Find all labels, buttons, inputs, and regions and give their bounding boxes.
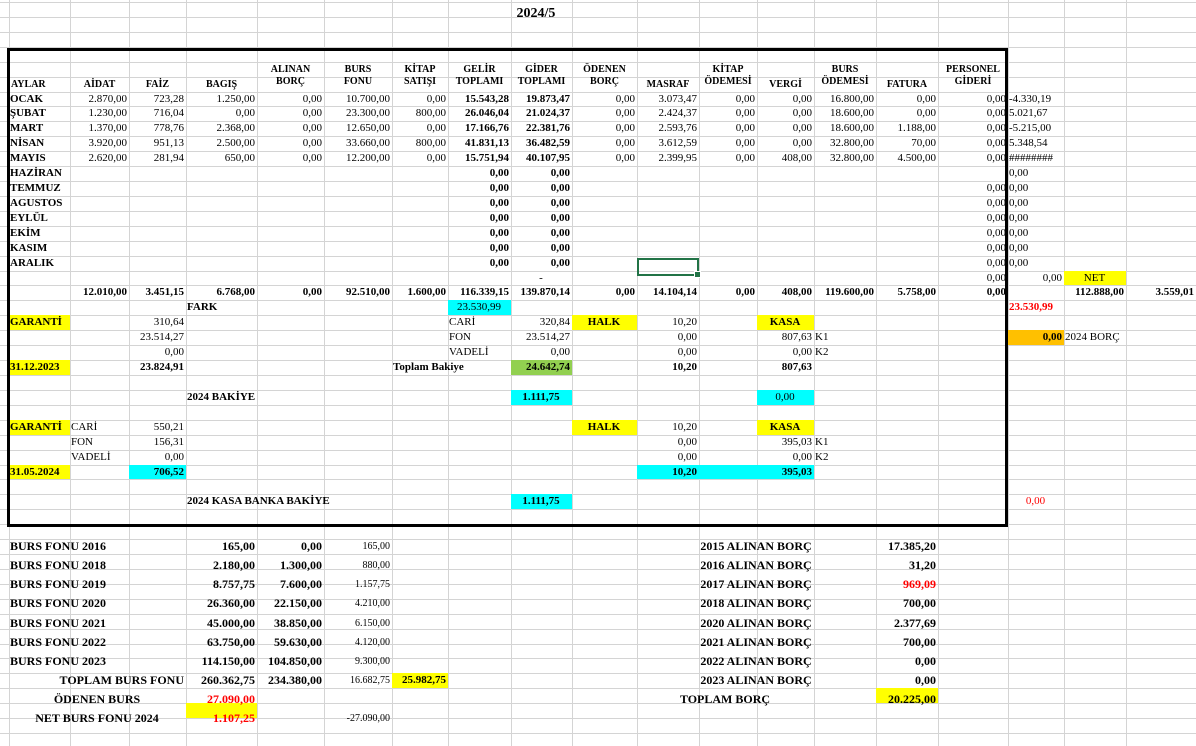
column-header-aylar[interactable] xyxy=(11,79,72,91)
month-value[interactable]: 0,00 xyxy=(792,122,812,134)
month-value[interactable]: 2.593,76 xyxy=(658,122,697,134)
alinan-borc-label[interactable]: 2015 ALINAN BORÇ xyxy=(700,539,812,553)
halk-may-value[interactable]: 0,00 xyxy=(677,436,697,448)
month-value[interactable]: 0,00 xyxy=(489,242,509,254)
month-value[interactable]: 23.300,00 xyxy=(346,107,390,119)
alinan-borc-label[interactable]: 2023 ALINAN BORÇ xyxy=(700,673,812,687)
month-value[interactable]: 32.800,00 xyxy=(830,137,874,149)
header-line: TOPLAMI xyxy=(517,76,566,87)
header-line: ALINAN xyxy=(270,64,311,75)
column-header-alinan_borc[interactable] xyxy=(257,64,324,88)
month-value[interactable]: 2.870,00 xyxy=(88,93,127,105)
toplam-bakiye-value[interactable]: 24.642,74 xyxy=(526,361,570,373)
halk-value[interactable]: 0,00 xyxy=(677,331,697,343)
alinan-borc-label[interactable]: 2016 ALINAN BORÇ xyxy=(700,558,812,572)
month-value[interactable]: 0,00 xyxy=(735,107,755,119)
month-value[interactable]: 70,00 xyxy=(911,137,936,149)
header-line: GİDERİ xyxy=(954,76,992,87)
month-value[interactable]: 650,00 xyxy=(224,152,255,164)
month-value[interactable]: 0,00 xyxy=(550,257,570,269)
blank-dash[interactable]: - xyxy=(539,272,543,284)
header-line: FATURA xyxy=(886,79,928,90)
month-value[interactable]: 0,00 xyxy=(489,182,509,194)
burs-fonu-b[interactable]: 0,00 xyxy=(301,539,322,553)
burs-fonu-a[interactable]: 45.000,00 xyxy=(207,616,255,630)
total-value[interactable]: 3.451,15 xyxy=(145,286,184,298)
month-value[interactable]: 0,00 xyxy=(986,93,1006,105)
month-value[interactable]: 0,00 xyxy=(426,152,446,164)
month-value[interactable]: 0,00 xyxy=(986,182,1006,194)
alinan-borc-label[interactable]: 2021 ALINAN BORÇ xyxy=(700,635,812,649)
total-value[interactable]: 0,00 xyxy=(615,286,635,298)
month-name[interactable]: EYLÜL xyxy=(10,212,48,224)
halk-may-value[interactable]: 0,00 xyxy=(677,451,697,463)
total-value[interactable]: 92.510,00 xyxy=(346,286,390,298)
date-may[interactable]: 31.05.2024 xyxy=(10,466,60,478)
alinan-borc-label[interactable]: 2018 ALINAN BORÇ xyxy=(700,596,812,610)
alinan-borc-value[interactable]: 0,00 xyxy=(915,654,936,668)
total-value[interactable]: 1.600,00 xyxy=(407,286,446,298)
net-burs-label[interactable]: NET BURS FONU 2024 xyxy=(35,711,159,725)
alinan-borc-value[interactable]: 700,00 xyxy=(903,635,936,649)
month-value[interactable]: 2.500,00 xyxy=(216,137,255,149)
toplam-burs-d[interactable]: 25.982,75 xyxy=(402,674,446,686)
total-value[interactable]: 0,00 xyxy=(302,286,322,298)
borc-2024-value[interactable]: 0,00 xyxy=(1042,331,1062,343)
column-header-gider_toplami[interactable] xyxy=(511,64,572,88)
toplam-burs-a[interactable]: 260.362,75 xyxy=(201,673,255,687)
month-net[interactable]: 0,00 xyxy=(1009,197,1029,209)
burs-fonu-a[interactable]: 165,00 xyxy=(222,539,255,553)
halk-label[interactable]: HALK xyxy=(587,316,621,328)
month-value[interactable]: 0,00 xyxy=(489,197,509,209)
burs-fonu-b[interactable]: 38.850,00 xyxy=(274,616,322,630)
month-value[interactable]: 0,00 xyxy=(302,93,322,105)
sheet-title[interactable]: 2024/5 xyxy=(516,6,556,21)
month-value[interactable]: 0,00 xyxy=(986,107,1006,119)
kasa-label[interactable]: KASA xyxy=(769,316,801,328)
header-line: BORÇ xyxy=(590,76,619,87)
month-value[interactable]: 0,00 xyxy=(615,93,635,105)
fark-red-value[interactable]: 23.530,99 xyxy=(1009,301,1053,313)
column-header-fatura[interactable] xyxy=(876,79,938,91)
kasa-banka-red-value[interactable]: 0,00 xyxy=(1025,495,1046,507)
header-line: BAGIŞ xyxy=(205,79,238,90)
header-line: PERSONEL xyxy=(946,64,1000,75)
month-net[interactable]: 0,00 xyxy=(1009,212,1029,224)
fark-value[interactable]: 23.530,99 xyxy=(457,301,501,313)
month-value[interactable]: 0,00 xyxy=(986,137,1006,149)
month-value[interactable]: 0,00 xyxy=(615,122,635,134)
burs-fonu-label[interactable]: BURS FONU 2022 xyxy=(10,635,107,649)
personel-zero[interactable]: 0,00 xyxy=(986,272,1006,284)
garanti-may-label[interactable]: GARANTİ xyxy=(10,421,62,433)
month-value[interactable]: 3.612,59 xyxy=(658,137,697,149)
month-value[interactable]: 0,00 xyxy=(735,93,755,105)
month-value[interactable]: 0,00 xyxy=(550,242,570,254)
fill-handle[interactable] xyxy=(694,271,701,278)
net-burs-value[interactable]: 1.107,25 xyxy=(213,711,255,725)
month-value[interactable]: 2.399,95 xyxy=(658,152,697,164)
month-net[interactable]: 0,00 xyxy=(1009,182,1029,194)
month-value[interactable]: 2.368,00 xyxy=(216,122,255,134)
month-value[interactable]: 281,94 xyxy=(153,152,184,164)
month-value[interactable]: 36.482,59 xyxy=(526,137,570,149)
month-value[interactable]: 12.650,00 xyxy=(346,122,390,134)
net-label[interactable]: NET xyxy=(1083,272,1106,284)
burs-fonu-c[interactable]: 1.157,75 xyxy=(355,579,390,590)
month-value[interactable]: 0,00 xyxy=(986,197,1006,209)
month-value[interactable]: 0,00 xyxy=(550,167,570,179)
month-value[interactable]: 33.660,00 xyxy=(346,137,390,149)
header-line: BURS xyxy=(831,64,859,75)
k1-may-label[interactable]: K1 xyxy=(815,436,829,448)
month-value[interactable]: 0,00 xyxy=(302,107,322,119)
kasa-may-value[interactable]: 0,00 xyxy=(792,451,812,463)
month-net[interactable]: 5.348,54 xyxy=(1009,137,1048,149)
kasa-total[interactable]: 807,63 xyxy=(781,361,812,373)
month-value[interactable]: 0,00 xyxy=(489,167,509,179)
burs-fonu-a[interactable]: 114.150,00 xyxy=(201,654,255,668)
month-value[interactable]: 0,00 xyxy=(792,137,812,149)
header-line: AİDAT xyxy=(83,79,116,90)
month-value[interactable]: 18.600,00 xyxy=(830,122,874,134)
kasa-banka-label[interactable]: 2024 KASA BANKA BAKİYE xyxy=(187,495,330,507)
selected-cell[interactable] xyxy=(637,258,699,276)
burs-fonu-c[interactable]: 880,00 xyxy=(362,560,390,571)
month-value[interactable]: 0,00 xyxy=(550,227,570,239)
borc-2024-label[interactable]: 2024 BORÇ xyxy=(1065,331,1120,343)
burs-fonu-c[interactable]: 6.150,00 xyxy=(355,618,390,629)
header-line: FONU xyxy=(343,76,373,87)
month-name[interactable]: AGUSTOS xyxy=(10,197,63,209)
month-value[interactable]: 3.073,47 xyxy=(658,93,697,105)
month-value[interactable]: 0,00 xyxy=(792,93,812,105)
total-value[interactable]: 408,00 xyxy=(781,286,812,298)
month-value[interactable]: 19.873,47 xyxy=(526,93,570,105)
burs-fonu-c[interactable]: 4.210,00 xyxy=(355,598,390,609)
burs-fonu-label[interactable]: BURS FONU 2020 xyxy=(10,596,107,610)
toplam-burs-c[interactable]: 16.682,75 xyxy=(350,675,390,686)
month-name[interactable]: TEMMUZ xyxy=(10,182,61,194)
column-header-kitap_odemesi[interactable] xyxy=(699,64,757,88)
alinan-borc-value[interactable]: 2.377,69 xyxy=(894,616,936,630)
month-net[interactable]: 0,00 xyxy=(1009,242,1029,254)
month-value[interactable]: 4.500,00 xyxy=(897,152,936,164)
fon-value[interactable]: 23.514,27 xyxy=(526,331,570,343)
column-header-personel_gideri[interactable] xyxy=(938,64,1008,88)
cari-label[interactable]: CARİ xyxy=(449,316,476,328)
total-value[interactable]: 139.870,14 xyxy=(520,286,570,298)
month-value[interactable]: 0,00 xyxy=(735,122,755,134)
month-value[interactable]: 0,00 xyxy=(550,197,570,209)
month-value[interactable]: 0,00 xyxy=(302,137,322,149)
month-value[interactable]: 16.800,00 xyxy=(830,93,874,105)
month-value[interactable]: 0,00 xyxy=(302,122,322,134)
fon-may-value[interactable]: 156,31 xyxy=(153,436,184,448)
burs-fonu-label[interactable]: BURS FONU 2016 xyxy=(10,539,107,553)
alinan-borc-value[interactable]: 17.385,20 xyxy=(888,539,936,553)
alinan-borc-label[interactable]: 2020 ALINAN BORÇ xyxy=(700,616,812,630)
net-difference[interactable]: 3.559,01 xyxy=(1155,286,1194,298)
month-name[interactable]: NİSAN xyxy=(10,137,45,149)
column-header-gelir_toplami[interactable] xyxy=(448,64,511,88)
total-value[interactable]: 6.768,00 xyxy=(216,286,255,298)
header-line: BURS xyxy=(344,64,372,75)
total-value[interactable]: 14.104,14 xyxy=(653,286,697,298)
month-value[interactable]: 10.700,00 xyxy=(346,93,390,105)
month-value[interactable]: 41.831,13 xyxy=(465,137,509,149)
burs-fonu-c[interactable]: 9.300,00 xyxy=(355,656,390,667)
month-value[interactable]: 0,00 xyxy=(550,182,570,194)
total-value[interactable]: 5.758,00 xyxy=(897,286,936,298)
month-value[interactable]: 0,00 xyxy=(426,122,446,134)
burs-fonu-a[interactable]: 2.180,00 xyxy=(213,558,255,572)
month-net[interactable]: 0,00 xyxy=(1009,167,1029,179)
month-net[interactable]: -5.215,00 xyxy=(1009,122,1052,134)
net-zero[interactable]: 0,00 xyxy=(1042,272,1062,284)
header-line: MASRAF xyxy=(646,79,690,90)
alinan-borc-value[interactable]: 31,20 xyxy=(909,558,936,572)
burs-fonu-a[interactable]: 63.750,00 xyxy=(207,635,255,649)
total-value[interactable]: 0,00 xyxy=(986,286,1006,298)
burs-fonu-b[interactable]: 104.850,00 xyxy=(268,654,322,668)
kasa-may-total[interactable]: 395,03 xyxy=(781,466,812,478)
halk-total[interactable]: 10,20 xyxy=(672,361,697,373)
header-line: GELİR xyxy=(463,64,496,75)
k1-label[interactable]: K1 xyxy=(815,331,829,343)
net-burs-c[interactable]: -27.090,00 xyxy=(346,713,390,724)
month-value[interactable]: 2.620,00 xyxy=(88,152,127,164)
header-line: ÖDEMESİ xyxy=(821,76,869,87)
burs-fonu-b[interactable]: 1.300,00 xyxy=(280,558,322,572)
header-line: ÖDEMESİ xyxy=(704,76,752,87)
header-line: AYLAR xyxy=(11,79,46,90)
garanti-may-total[interactable]: 706,52 xyxy=(153,466,184,478)
burs-fonu-label[interactable]: BURS FONU 2018 xyxy=(10,558,107,572)
header-line: VERGİ xyxy=(769,79,802,90)
net-total[interactable]: 112.888,00 xyxy=(1075,286,1124,298)
month-value[interactable]: 3.920,00 xyxy=(88,137,127,149)
month-value[interactable]: 0,00 xyxy=(792,107,812,119)
month-net[interactable]: -4.330,19 xyxy=(1009,93,1052,105)
header-line: GİDER xyxy=(525,64,558,75)
date-2023[interactable]: 31.12.2023 xyxy=(10,361,60,373)
month-value[interactable]: 0,00 xyxy=(550,212,570,224)
kasa-may-value[interactable]: 395,03 xyxy=(781,436,812,448)
month-value[interactable]: 0,00 xyxy=(735,152,755,164)
month-value[interactable]: 408,00 xyxy=(781,152,812,164)
kasa-may-label[interactable]: KASA xyxy=(769,421,801,433)
column-header-odenen_borc[interactable] xyxy=(572,64,637,88)
month-net[interactable]: 5.021,67 xyxy=(1009,107,1048,119)
month-value[interactable]: 1.188,00 xyxy=(897,122,936,134)
column-header-burs_odemesi[interactable] xyxy=(814,64,876,88)
burs-fonu-b[interactable]: 22.150,00 xyxy=(274,596,322,610)
month-value[interactable]: 0,00 xyxy=(986,212,1006,224)
month-value[interactable]: 0,00 xyxy=(302,152,322,164)
month-name[interactable]: MART xyxy=(10,122,44,134)
column-header-masraf[interactable] xyxy=(637,79,699,91)
total-value[interactable]: 116.339,15 xyxy=(460,286,509,298)
month-name[interactable]: EKİM xyxy=(10,227,41,239)
column-header-vergi[interactable] xyxy=(757,79,814,91)
bakiye-2024-value[interactable]: 1.111,75 xyxy=(522,391,560,403)
month-value[interactable]: 723,28 xyxy=(153,93,184,105)
month-value[interactable]: 15.751,94 xyxy=(465,152,509,164)
month-value[interactable]: 800,00 xyxy=(415,137,446,149)
burs-fonu-label[interactable]: BURS FONU 2019 xyxy=(10,577,107,591)
odenen-burs-label[interactable]: ÖDENEN BURS xyxy=(53,692,141,706)
month-value[interactable]: 0,00 xyxy=(235,107,255,119)
header-line: SATIŞI xyxy=(403,76,437,87)
header-line: FAİZ xyxy=(145,79,170,90)
kasa-2024-value[interactable]: 0,00 xyxy=(775,391,795,403)
header-line: KİTAP xyxy=(404,64,436,75)
month-value[interactable]: 0,00 xyxy=(986,122,1006,134)
month-value[interactable]: 0,00 xyxy=(735,137,755,149)
vadeli-label[interactable]: VADELİ xyxy=(449,346,489,358)
month-value[interactable]: 0,00 xyxy=(489,227,509,239)
total-value[interactable]: 12.010,00 xyxy=(83,286,127,298)
halk-value[interactable]: 10,20 xyxy=(672,316,697,328)
month-name[interactable]: ARALIK xyxy=(10,257,55,269)
kasa-value[interactable]: 807,63 xyxy=(781,331,812,343)
month-value[interactable]: 0,00 xyxy=(986,152,1006,164)
halk-value[interactable]: 0,00 xyxy=(677,346,697,358)
column-header-aidat[interactable] xyxy=(70,79,129,91)
alinan-borc-label[interactable]: 2022 ALINAN BORÇ xyxy=(700,654,812,668)
cari-value[interactable]: 320,84 xyxy=(539,316,570,328)
garanti-value[interactable]: 310,64 xyxy=(153,316,184,328)
month-value[interactable]: 0,00 xyxy=(986,257,1006,269)
toplam-borc-label[interactable]: TOPLAM BORÇ xyxy=(679,692,771,706)
month-name[interactable]: KASIM xyxy=(10,242,48,254)
burs-fonu-label[interactable]: BURS FONU 2023 xyxy=(10,654,107,668)
kasa-banka-value[interactable]: 1.111,75 xyxy=(522,495,560,507)
vadeli-may-value[interactable]: 0,00 xyxy=(164,451,184,463)
column-header-kitap_satisi[interactable] xyxy=(392,64,448,88)
burs-fonu-c[interactable]: 165,00 xyxy=(362,541,390,552)
month-net[interactable]: 0,00 xyxy=(1009,227,1029,239)
kasa-value[interactable]: 0,00 xyxy=(792,346,812,358)
month-value[interactable]: 716,04 xyxy=(153,107,184,119)
month-value[interactable]: 1.230,00 xyxy=(88,107,127,119)
burs-fonu-b[interactable]: 59.630,00 xyxy=(274,635,322,649)
month-value[interactable]: 0,00 xyxy=(426,93,446,105)
alinan-borc-label[interactable]: 2017 ALINAN BORÇ xyxy=(700,577,812,591)
month-value[interactable]: 0,00 xyxy=(986,227,1006,239)
halk-may-value[interactable]: 10,20 xyxy=(672,421,697,433)
month-value[interactable]: 15.543,28 xyxy=(465,93,509,105)
month-value[interactable]: 26.046,04 xyxy=(465,107,509,119)
vadeli-value[interactable]: 0,00 xyxy=(550,346,570,358)
month-name[interactable]: HAZİRAN xyxy=(10,167,62,179)
month-value[interactable]: 951,13 xyxy=(153,137,184,149)
month-value[interactable]: 32.800,00 xyxy=(830,152,874,164)
month-value[interactable]: 0,00 xyxy=(615,152,635,164)
column-header-faiz[interactable] xyxy=(129,79,186,91)
toplam-burs-label[interactable]: TOPLAM BURS FONU xyxy=(59,673,184,687)
month-value[interactable]: 0,00 xyxy=(489,212,509,224)
header-line: BORÇ xyxy=(276,76,305,87)
k2-may-label[interactable]: K2 xyxy=(815,451,829,463)
month-value[interactable]: 40.107,95 xyxy=(526,152,570,164)
month-name[interactable]: OCAK xyxy=(10,93,43,105)
burs-fonu-c[interactable]: 4.120,00 xyxy=(355,637,390,648)
header-line: KİTAP xyxy=(712,64,744,75)
garanti-total[interactable]: 23.824,91 xyxy=(140,361,184,373)
month-net[interactable]: ######## xyxy=(1009,152,1053,164)
cari-may-value[interactable]: 550,21 xyxy=(153,421,184,433)
alinan-borc-value[interactable]: 700,00 xyxy=(903,596,936,610)
month-value[interactable]: 800,00 xyxy=(415,107,446,119)
month-net[interactable]: 0,00 xyxy=(1009,257,1029,269)
column-header-burs_fonu[interactable] xyxy=(324,64,392,88)
toplam-bakiye-label[interactable]: Toplam Bakiye xyxy=(393,361,464,373)
month-value[interactable]: 778,76 xyxy=(153,122,184,134)
month-value[interactable]: 22.381,76 xyxy=(526,122,570,134)
garanti-value[interactable]: 23.514,27 xyxy=(140,331,184,343)
month-value[interactable]: 1.370,00 xyxy=(88,122,127,134)
month-name[interactable]: ŞUBAT xyxy=(10,107,46,119)
month-value[interactable]: 2.424,37 xyxy=(658,107,697,119)
month-value[interactable]: 17.166,76 xyxy=(465,122,509,134)
halk-may-total[interactable]: 10,20 xyxy=(672,466,697,478)
cari-may-label[interactable]: CARİ xyxy=(71,421,98,433)
vadeli-may-label[interactable]: VADELİ xyxy=(71,451,111,463)
garanti-label[interactable]: GARANTİ xyxy=(10,316,62,328)
total-value[interactable]: 119.600,00 xyxy=(825,286,874,298)
month-value[interactable]: 21.024,37 xyxy=(526,107,570,119)
month-value[interactable]: 0,00 xyxy=(489,257,509,269)
garanti-value[interactable]: 0,00 xyxy=(164,346,184,358)
fon-label[interactable]: FON xyxy=(449,331,472,343)
month-value[interactable]: 12.200,00 xyxy=(346,152,390,164)
month-value[interactable]: 1.250,00 xyxy=(216,93,255,105)
burs-fonu-label[interactable]: BURS FONU 2021 xyxy=(10,616,107,630)
total-value[interactable]: 0,00 xyxy=(735,286,755,298)
month-value[interactable]: 0,00 xyxy=(615,107,635,119)
month-value[interactable]: 0,00 xyxy=(986,242,1006,254)
header-line: TOPLAMI xyxy=(455,76,504,87)
k2-label[interactable]: K2 xyxy=(815,346,829,358)
month-value[interactable]: 0,00 xyxy=(615,137,635,149)
alinan-borc-value[interactable]: 0,00 xyxy=(915,673,936,687)
month-name[interactable]: MAYIS xyxy=(10,152,46,164)
month-value[interactable]: 18.600,00 xyxy=(830,107,874,119)
column-header-bagis[interactable] xyxy=(186,79,257,91)
odenen-burs-value[interactable]: 27.090,00 xyxy=(207,692,255,706)
alinan-borc-value[interactable]: 969,09 xyxy=(903,577,936,591)
month-value[interactable]: 0,00 xyxy=(916,93,936,105)
fark-label[interactable]: FARK xyxy=(187,301,218,313)
halk-may-label[interactable]: HALK xyxy=(587,421,621,433)
burs-fonu-a[interactable]: 8.757,75 xyxy=(213,577,255,591)
toplam-burs-b[interactable]: 234.380,00 xyxy=(268,673,322,687)
month-value[interactable]: 0,00 xyxy=(916,107,936,119)
bakiye-2024-label[interactable]: 2024 BAKİYE xyxy=(187,391,256,403)
toplam-borc-value[interactable]: 20.225,00 xyxy=(888,692,936,706)
header-line: ÖDENEN xyxy=(583,64,626,75)
burs-fonu-a[interactable]: 26.360,00 xyxy=(207,596,255,610)
burs-fonu-b[interactable]: 7.600,00 xyxy=(280,577,322,591)
fon-may-label[interactable]: FON xyxy=(71,436,94,448)
